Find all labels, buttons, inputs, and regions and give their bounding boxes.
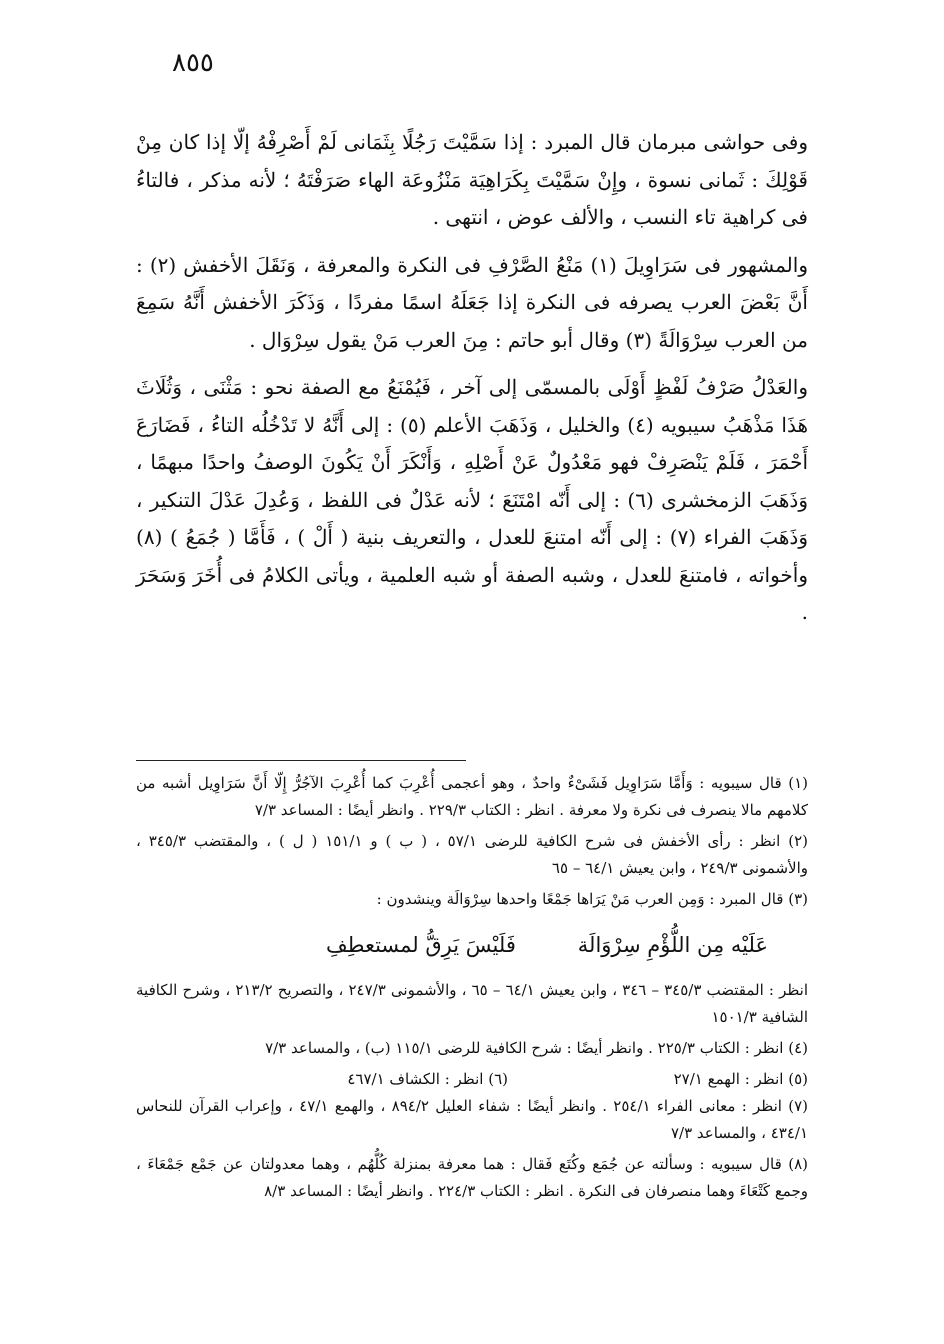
footnote-3: (٣) قال المبرد : وَمِن العرب مَنْ يَرَاها جَمْعًا واحدها سِرْوَالَة وينشدون : (376, 890, 808, 908)
verse-line (136, 917, 808, 977)
paragraph-1: وفى حواشى مبرمان قال المبرد : إذا سَمَّيْتَ رَجُلًا بِثَمَانى لَمْ أَصْرِفْهُ إلّا إذا كان مِنْ قَوْلِكَ : ثَمانى نسوة ، وإِنْ سَمَّيْتَ بِكَرَاهِيَة مَنْزُوعَة الهاء صَرَفْتَهُ ؛ لأنه مذكر ، فالتاءُ فى كراهية تاء النسب ، والألف عوض ، انتهى . (136, 130, 808, 229)
page-number: ٨٥٥ (172, 48, 214, 78)
main-text (136, 124, 808, 642)
paragraph-3: والعَدْلُ صَرْفُ لَفْظٍ أَوْلَى بالمسمّى إلى آخر ، فَيُمْنَعُ مع الصفة نحو : مَثْنَى ، وَثُلَاثَ هَذَا مَذْهَبُ سيبويه (٤) والخليل ، وَذَهَبَ الأعلم (٥) : إلى أَنَّهُ لا تَدْخُلُه التاءُ ، فَضَارَعَ أَحْمَرَ ، فَلَمْ يَنْصَرِفْ فهو مَعْدُولٌ عَنْ أَصْلِهِ ، وَأَنْكَرَ أَنْ يَكُونَ الوصفُ واحدًا مبهمًا ، وَذَهَبَ الزمخشرى (٦) : إلى أَنّه امْتَنَعَ ؛ لأنه عَدْلٌ فى اللفظ ، وَعُدِلَ عَدْلَ التنكير ، وَذَهَبَ الفراء (٧) : إلى أَنّه امتنعَ للعدل ، والتعريف بنية ( أَلْ ) ، فَأَمَّا ( جُمَعُ ) (٨) وأخواته ، فامتنعَ للعدل ، وشبه الصفة أو شبه العلمية ، ويأتى الكلامُ فى أُخَرَ وَسَحَرَ . (136, 375, 809, 624)
footnote-5: (٥) انظر : الهمع ٢٧/١ (673, 1070, 808, 1088)
verse-second-hemistich: فَلَيْسَ يَرِقُّ لمستعطِفِ (326, 933, 516, 957)
footnote-divider (136, 760, 466, 761)
verse-first-hemistich: عَلَيْه مِن اللُّؤْمِ سِرْوَالَة (577, 933, 768, 957)
footnote-8: (٨) قال سيبويه : وسألته عن جُمَع وكُتَع فَقال : هما معرفة بمنزلة كُلُّهُم ، وهما معدولتان عن جَمْع جَمْعَاءَ ، وجمع كَتْعَاءَ وهما منصرفان فى النكرة . انظر : الكتاب ٢٢٤/٣ . وانظر أيضًا : المساعد ٨/٣ (136, 1155, 808, 1200)
footnote-2: (٢) انظر : رأى الأخفش فى شرح الكافية للرضى ٥٧/١ ، ( ب ) و ١٥١/١ ( ل ) ، والمقتضب ٣٤٥/٣ ، والأشمونى ٢٤٩/٣ ، وابن يعيش ٦٤/١ – ٦٥ (136, 832, 808, 877)
footnote-7: (٧) انظر : معانى الفراء ٢٥٤/١ . وانظر أيضًا : شفاء العليل ٨٩٤/٢ ، والهمع ٤٧/١ ، وإعراب القرآن للنحاس ٤٣٤/١ ، والمساعد ٧/٣ (136, 1097, 808, 1142)
footnote-3-references: انظر : المقتضب ٣٤٥/٣ – ٣٤٦ ، وابن يعيش ٦٤/١ – ٦٥ ، والأشمونى ٢٤٧/٣ ، والتصريح ٢١٣/٢ ، وشرح الكافية الشافية ١٥٠١/٣ (136, 981, 809, 1026)
footnote-1: (١) قال سيبويه : وَأَمَّا سَرَاوِيل فَشَىْءٌ واحدٌ ، وهو أعجمى أُعْرِبَ كما أُعْرِبَ الآجُرُّ إِلّا أَنَّ سَرَاوِيل أشبه من كلامهم مالا ينصرف فى نكرة ولا معرفة . انظر : الكتاب ٢٢٩/٣ . وانظر أيضًا : المساعد ٧/٣ (136, 774, 808, 819)
footnote-6: (٦) انظر : الكشاف ٤٦٧/١ (347, 1070, 508, 1088)
footnote-4: (٤) انظر : الكتاب ٢٢٥/٣ . وانظر أيضًا : شرح الكافية للرضى ١١٥/١ (ب) ، والمساعد ٧/٣ (265, 1039, 808, 1057)
paragraph-2: والمشهور فى سَرَاوِيلَ (١) مَنْعُ الصَّرْفِ فى النكرة والمعرفة ، وَنَقَلَ الأخفش (٢) : أَنَّ بَعْضَ العرب يصرفه فى النكرة إذا جَعَلَهُ اسمًا مفردًا ، وَذَكَرَ الأخفش أَنَّهُ سَمِعَ من العرب سِرْوَالَةً (٣) وقال أبو حاتم : مِنَ العرب مَنْ يقول سِرْوَال . (136, 252, 808, 352)
footnotes (136, 770, 808, 1209)
footnote-5-6-row (136, 1066, 808, 1093)
